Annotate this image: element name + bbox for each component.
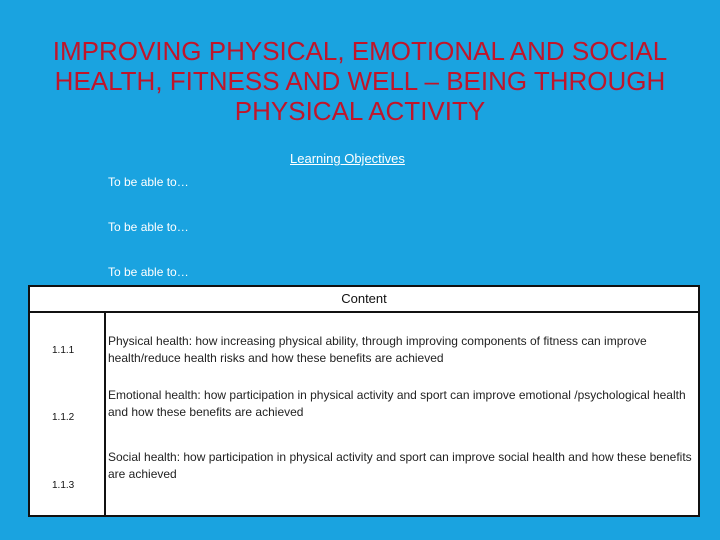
objective-item: To be able to… <box>108 220 189 234</box>
row-code: 1.1.3 <box>52 480 75 491</box>
row-description: Social health: how participation in physical activity and sport can improve social health and how these benefits are achieved <box>108 450 692 481</box>
column-divider <box>104 313 106 515</box>
objective-item: To be able to… <box>108 175 189 189</box>
content-table <box>28 285 700 517</box>
row-description: Physical health: how increasing physical ability, through improving components of fitness can improve health/reduce health risks and how these benefits are achieved <box>108 334 647 365</box>
slide-title: IMPROVING PHYSICAL, EMOTIONAL AND SOCIAL HEALTH, FITNESS AND WELL – BEING THROUGH PHYSICAL ACTIVITY <box>52 36 668 126</box>
row-code: 1.1.2 <box>52 412 75 423</box>
learning-objectives-heading: Learning Objectives <box>290 151 405 166</box>
objective-item: To be able to… <box>108 265 189 279</box>
row-code: 1.1.1 <box>52 345 75 356</box>
row-description: Emotional health: how participation in physical activity and sport can improve emotional /psychological health and how these benefits are achieved <box>108 388 686 419</box>
content-heading: Content <box>30 287 698 313</box>
